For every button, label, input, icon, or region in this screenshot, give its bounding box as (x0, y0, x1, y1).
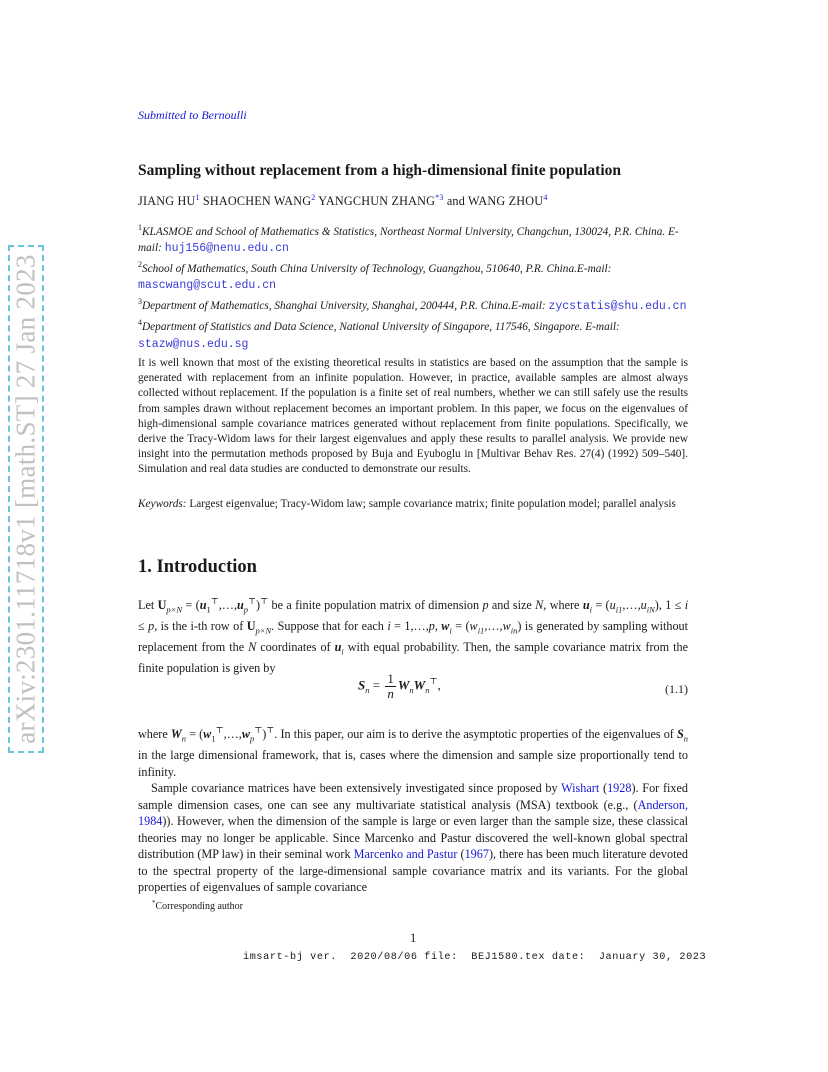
keywords-label: Keywords: (138, 498, 187, 510)
affiliation-item (138, 220, 698, 257)
page-number: 1 (410, 931, 417, 945)
affiliations (138, 220, 698, 353)
email-link[interactable]: zycstatis@shu.edu.cn (548, 300, 687, 314)
citation-link[interactable]: 1928 (607, 781, 632, 796)
citation-link[interactable]: Anderson, 1984 (138, 797, 688, 829)
affiliation-text: Department of Mathematics, Shanghai University, Shanghai, 200444, P.R. China.E-mail: (142, 300, 546, 313)
authors-and: and (446, 194, 466, 208)
author-list (138, 193, 548, 209)
citation-link[interactable]: 1967 (464, 847, 489, 862)
affiliation-item (138, 294, 698, 315)
affiliation-number: 3 (138, 297, 142, 307)
affiliation-number: 1 (138, 223, 142, 232)
citation-link[interactable]: Marcenko and Pastur (353, 847, 458, 862)
author-name: YANGCHUN ZHANG (318, 194, 436, 208)
author-name: JIANG HU (138, 194, 196, 208)
author-affil-link[interactable]: 1 (195, 193, 200, 202)
email-link[interactable]: mascwang@scut.edu.cn (138, 279, 277, 293)
keywords (138, 497, 688, 512)
arxiv-identifier[interactable]: arXiv:2301.11718v1 [math.ST] 27 Jan 2023 (10, 254, 41, 744)
footer-metadata: imsart-bj ver. 2020/08/06 file: BEJ1580.tex date: January 30, 2023 (243, 952, 707, 963)
footnote (152, 899, 243, 912)
fraction: $\frac{1}{n}$ (387, 671, 394, 701)
affiliation-item (138, 257, 698, 294)
keywords-text: Largest eigenvalue; Tracy-Widom law; sample covariance matrix; finite population model; parallel analysis (189, 498, 676, 510)
citation-link[interactable]: Wishart (561, 781, 600, 796)
intro-paragraph: Sample covariance matrices have been extensively investigated since proposed by Wishart (1928). For fixed sample dimension cases, one can see any multivariate statistical analysis (MSA) textbook (e.g., (Anderson, 1984)). However, when the dimension of the sample is large or even larger than the sample size, these classical theories may no longer be applicable. Since Marcenko and Pastur discovered the well-known global spectral distribution (MP law) in their seminal work Marcenko and Pastur (1967), there has been much literature devoted to the spectral property of the large-dimensional sample covariance matrix and its variants. For the global properties of eigenvalues of sample covariance (138, 781, 689, 895)
introduction-body (138, 593, 688, 896)
equation-1-1 (138, 672, 688, 710)
affiliation-text: School of Mathematics, South China University of Technology, Guangzhou, 510640, P.R. China.E-mail: (142, 263, 612, 276)
email-link[interactable]: stazw@nus.edu.sg (138, 337, 249, 351)
intro-paragraph: where $W_n$ = $(w_1^⊤,\dots,w_p^⊤)^⊤$. In this paper, our aim is to derive the asymptotic properties of the eigenvalues of $S_n$ in the large dimensional framework, that is, cases where the dimension and sample size proportionally tend to infinity. (138, 725, 689, 779)
affiliation-text: Department of Statistics and Data Science, National University of Singapore, 117546, Singapore. E-mail: (142, 321, 620, 334)
equation-number: (1.1) (665, 682, 688, 696)
equation-body: $S_n$ = $\frac{1}{n}$ $W_nW_n^⊤$, (358, 671, 441, 701)
affiliation-item (138, 315, 698, 352)
author-affil-link[interactable]: 4 (543, 193, 548, 202)
author-name: SHAOCHEN WANG (202, 194, 312, 208)
arxiv-stamp (8, 245, 44, 753)
paper-title: Sampling without replacement from a high-dimensional finite population (138, 162, 621, 179)
author-affil-link[interactable]: *3 (435, 193, 444, 202)
author-affil-link[interactable]: 2 (311, 193, 316, 202)
author-name: WANG ZHOU (468, 194, 544, 208)
affiliation-number: 4 (138, 318, 142, 328)
footnote-text: Corresponding author (155, 901, 243, 912)
email-link[interactable]: huj156@nenu.edu.cn (164, 242, 289, 256)
abstract: It is well known that most of the existing theoretical results in statistics are based on the assumption that the sample is generated with replacement from an infinite population. However, in practice, available samples are almost always collected without replacement. If the population is a finite set of real numbers, whether we can still safely use the results from samples drawn without replacement becomes an important problem. In this paper, we focus on the eigenvalues of high-dimensional sample covariance matrices generated without replacement from finite populations. Specifically, we derive the Tracy-Widom laws for their largest eigenvalues and apply these results to parallel analysis. We provide new insight into the permutation methods proposed by Buja and Eyuboglu in [Multivar Behav Res. 27(4) (1992) 509–540]. Simulation and real data studies are conducted to demonstrate our results. (138, 357, 688, 476)
journal-link[interactable]: Submitted to Bernoulli (138, 108, 247, 122)
footnote-mark: * (152, 899, 156, 907)
section-heading: 1. Introduction (138, 557, 257, 577)
affiliation-number: 2 (138, 260, 142, 270)
intro-paragraph: Let $U_{p\times N}$ = $(u_1^⊤,\dots,u_p^⊤)^⊤$ be a finite population matrix of dimension p and size N, where $u_i$ = $(u_{i1},\dots,u_{iN})$, 1 ≤ i ≤ p, is the i-th row of $U_{p\times N}$. Suppose that for each i = 1,…,p, $w_i$ = $(w_{i1},\dots,w_{in})$ is generated by sampling without replacement from the N coordinates of $u_i$ with equal probability. Then, the sample covariance matrix from the finite population is given by (138, 596, 689, 675)
affiliation-text: KLASMOE and School of Mathematics & Statistics, Northeast Normal University, Changchun, 130024, P.R. China. E-mail: (138, 226, 679, 255)
